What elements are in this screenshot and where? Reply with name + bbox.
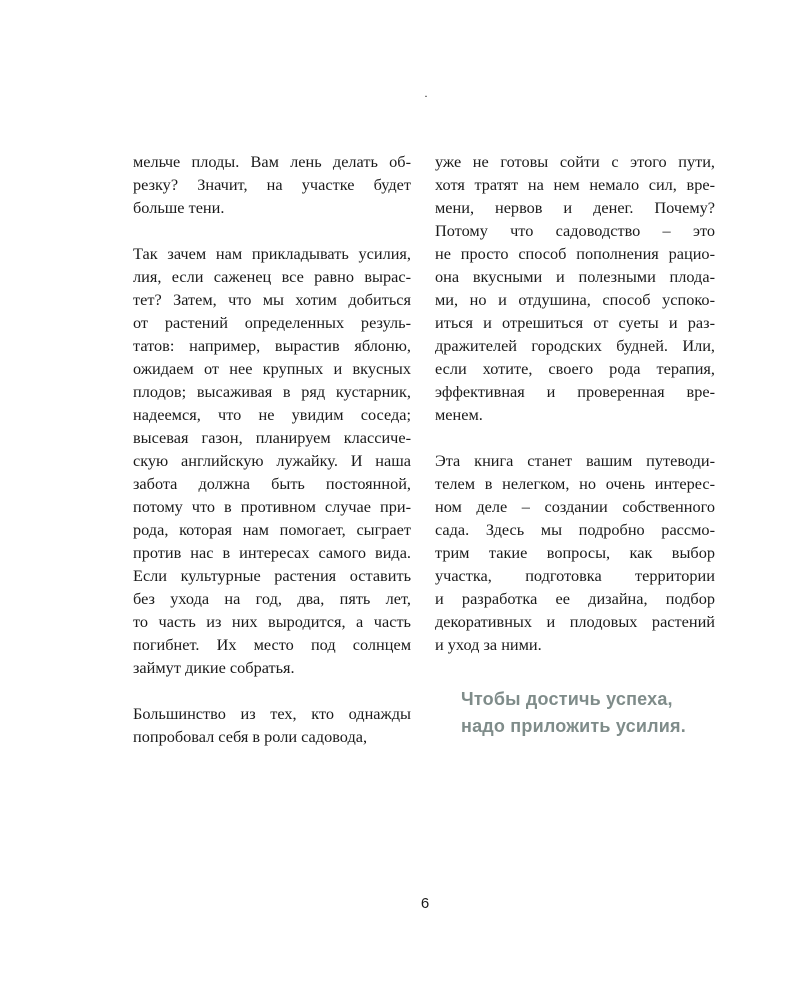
paragraph	[133, 702, 411, 748]
text-line: хотя тратят на нем немало сил, вре-	[435, 175, 715, 194]
text-line: забота должна быть постоянной,	[133, 474, 411, 493]
text-line: Так зачем нам прикладывать усилия,	[133, 244, 411, 263]
text-line: плодов; высаживая в ряд кустарник,	[133, 382, 411, 401]
right-column	[435, 150, 715, 679]
text-line: трим такие вопросы, как выбор	[435, 543, 715, 562]
text-line: сада. Здесь мы подробно рассмо-	[435, 520, 715, 539]
text-line: мени, нервов и денег. Почему?	[435, 198, 715, 217]
text-line: без ухода на год, два, пять лет,	[133, 589, 411, 608]
text-line: надеемся, что не увидим соседа;	[133, 405, 411, 424]
header-mark: ·	[424, 89, 428, 103]
text-line: участка, подготовка территории	[435, 566, 715, 585]
text-line: декоративных и плодовых растений	[435, 612, 715, 631]
text-line: лия, если саженец все равно вырас-	[133, 267, 411, 286]
text-line: попробовал себя в роли садовода,	[133, 727, 368, 746]
text-line: высевая газон, планируем классиче-	[133, 428, 411, 447]
text-line: ном деле – создании собственного	[435, 497, 715, 516]
text-line: она вкусными и полезными плода-	[435, 267, 715, 286]
text-line: против нас в интересах самого вида.	[133, 543, 411, 562]
pull-quote-line: Чтобы достичь успеха,	[461, 689, 673, 709]
text-line: больше тени.	[133, 198, 225, 217]
text-line: уже не готовы сойти с этого пути,	[435, 152, 715, 171]
pull-quote-line: надо приложить усилия.	[461, 716, 686, 736]
text-line: скую английскую лужайку. И наша	[133, 451, 411, 470]
text-line: резку? Значит, на участке будет	[133, 175, 411, 194]
paragraph	[435, 150, 715, 426]
text-line: дражителей городских будней. Или,	[435, 336, 715, 355]
text-line: рода, которая нам помогает, сыграет	[133, 520, 411, 539]
text-line: и разработка ее дизайна, подбор	[435, 589, 715, 608]
text-line: Большинство из тех, кто однажды	[133, 704, 411, 723]
text-line: Если культурные растения оставить	[133, 566, 411, 585]
text-line: то часть из них выродится, а часть	[133, 612, 411, 631]
text-line: не просто способ пополнения рацио-	[435, 244, 715, 263]
left-column	[133, 150, 411, 771]
text-line: татов: например, вырастив яблоню,	[133, 336, 411, 355]
text-line: иться и отрешиться от суеты и раз-	[435, 313, 715, 332]
text-line: Потому что садоводство – это	[435, 221, 715, 240]
text-line: от растений определенных резуль-	[133, 313, 411, 332]
text-line: менем.	[435, 405, 483, 424]
pull-quote	[461, 686, 721, 740]
text-line: телем в нелегком, но очень интерес-	[435, 474, 715, 493]
paragraph	[435, 449, 715, 656]
text-line: погибнет. Их место под солнцем	[133, 635, 411, 654]
text-line: эффективная и проверенная вре-	[435, 382, 715, 401]
text-line: Эта книга станет вашим путеводи-	[435, 451, 715, 470]
text-line: если хотите, своего рода терапия,	[435, 359, 715, 378]
text-line: мельче плоды. Вам лень делать об-	[133, 152, 411, 171]
paragraph	[133, 242, 411, 679]
page-number: 6	[420, 895, 430, 912]
text-line: потому что в противном случае при-	[133, 497, 411, 516]
text-line: тет? Затем, что мы хотим добиться	[133, 290, 411, 309]
text-line: займут дикие собратья.	[133, 658, 295, 677]
paragraph	[133, 150, 411, 219]
text-line: ми, но и отдушина, способ успоко-	[435, 290, 715, 309]
text-line: и уход за ними.	[435, 635, 542, 654]
text-line: ожидаем от нее крупных и вкусных	[133, 359, 411, 378]
